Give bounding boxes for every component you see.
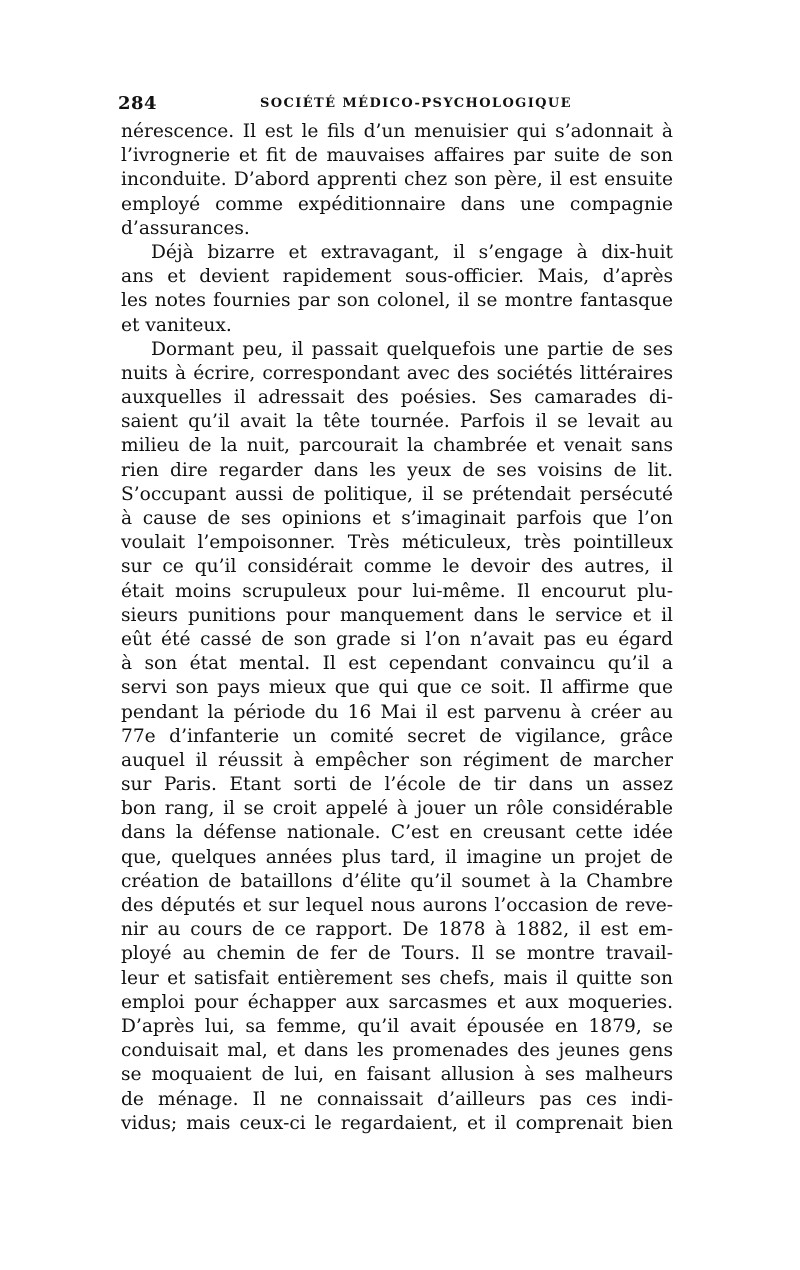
text-line: auquel il réussit à empêcher son régiment de marcher — [121, 749, 673, 771]
text-line: Dormant peu, il passait quelquefois une partie de ses — [151, 338, 673, 360]
text-line: à son état mental. Il est cependant convaincu qu’il a — [121, 653, 673, 675]
text-line: emploi pour échapper aux sarcasmes et aux moqueries. — [121, 991, 673, 1013]
body-text — [121, 120, 673, 1136]
text-line: 77e d’infanterie un comité secret de vigilance, grâce — [121, 725, 673, 747]
text-line: d’assurances. — [121, 217, 250, 239]
text-line: employé comme expéditionnaire dans une compagnie — [121, 193, 673, 215]
text-line: voulait l’empoisonner. Très méticuleux, très pointilleux — [121, 532, 673, 554]
text-line: création de bataillons d’élite qu’il soumet à la Chambre — [121, 870, 673, 892]
page-header — [118, 93, 678, 117]
text-line: et vaniteux. — [121, 314, 232, 336]
text-line: ployé au chemin de fer de Tours. Il se montre travail- — [121, 943, 673, 965]
text-line: ans et devient rapidement sous-officier. Mais, d’après — [121, 266, 673, 288]
text-line: de ménage. Il ne connaissait d’ailleurs pas ces indi- — [121, 1088, 673, 1110]
text-line: rien dire regarder dans les yeux de ses voisins de lit. — [121, 459, 673, 481]
text-line: servi son pays mieux que qui que ce soit. Il affirme que — [121, 677, 673, 699]
text-line: vidus; mais ceux-ci le regardaient, et il comprenait bien — [121, 1112, 673, 1134]
text-line: dans la défense nationale. C’est en creusant cette idée — [121, 822, 673, 844]
page-number: 284 — [118, 93, 158, 114]
text-line: milieu de la nuit, parcourait la chambrée et venait sans — [121, 435, 673, 457]
text-line: se moquaient de lui, en faisant allusion à ses malheurs — [121, 1064, 673, 1086]
text-line: était moins scrupuleux pour lui-même. Il encourut plu- — [121, 580, 673, 602]
text-line: l’ivrognerie et fit de mauvaises affaires par suite de son — [121, 145, 673, 167]
text-line: bon rang, il se croit appelé à jouer un rôle considérable — [121, 798, 673, 820]
text-line: Déjà bizarre et extravagant, il s’engage à dix-huit — [151, 241, 673, 263]
text-line: les notes fournies par son colonel, il se montre fantasque — [121, 290, 673, 312]
text-line: des députés et sur lequel nous aurons l’occasion de reve- — [121, 895, 673, 916]
text-line: inconduite. D’abord apprenti chez son père, il est ensuite — [121, 169, 673, 191]
text-line: à cause de ses opinions et s’imaginait parfois que l’on — [121, 508, 673, 529]
text-line: leur et satisfait entièrement ses chefs, mais il quitte son — [121, 967, 673, 989]
text-line: nérescence. Il est le fils d’un menuisier qui s’adonnait à — [121, 121, 673, 142]
running-head: SOCIÉTÉ MÉDICO-PSYCHOLOGIQUE — [260, 96, 572, 111]
text-line: nir au cours de ce rapport. De 1878 à 1882, il est em- — [121, 919, 673, 941]
text-line: que, quelques années plus tard, il imagine un projet de — [121, 846, 673, 868]
text-line: sur Paris. Etant sorti de l’école de tir dans un assez — [121, 774, 673, 796]
text-line: D’après lui, sa femme, qu’il avait épousée en 1879, se — [121, 1015, 673, 1037]
text-line: S’occupant aussi de politique, il se prétendait persécuté — [121, 483, 673, 505]
text-line: auxquelles il adressait des poésies. Ses camarades di- — [121, 387, 673, 409]
text-line: saient qu’il avait la tête tournée. Parfois il se levait au — [121, 411, 673, 433]
text-line: pendant la période du 16 Mai il est parvenu à créer au — [121, 701, 673, 723]
text-line: eût été cassé de son grade si l’on n’avait pas eu égard — [121, 628, 673, 650]
text-line: sur ce qu’il considérait comme le devoir des autres, il — [121, 556, 673, 578]
text-line: conduisait mal, et dans les promenades des jeunes gens — [121, 1040, 673, 1062]
text-line: nuits à écrire, correspondant avec des sociétés littéraires — [121, 362, 673, 384]
text-line: sieurs punitions pour manquement dans le service et il — [121, 604, 673, 626]
